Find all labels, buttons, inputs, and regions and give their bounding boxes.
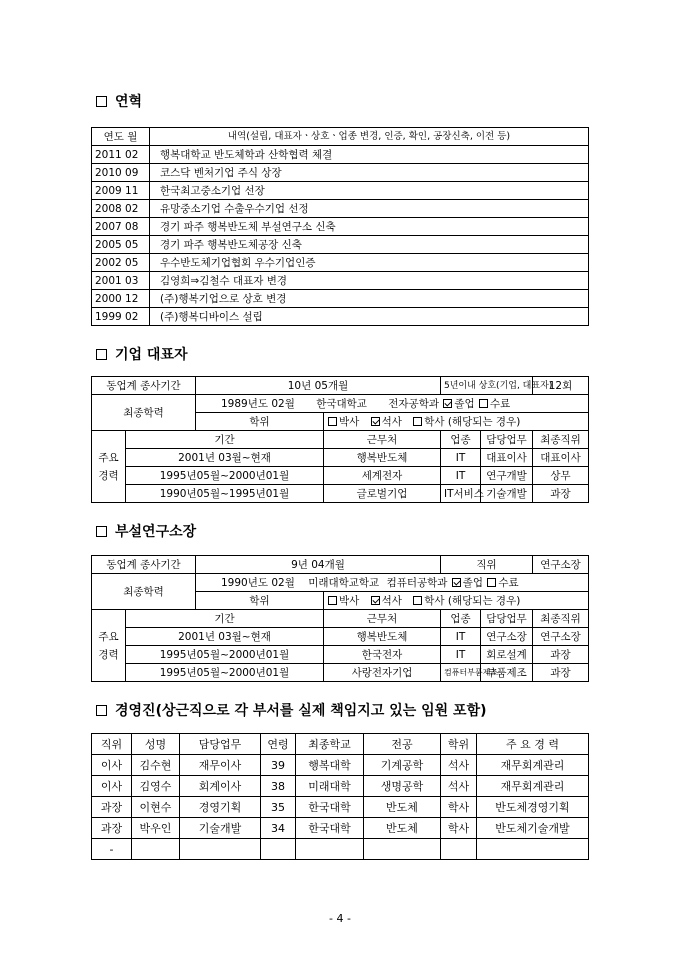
square-bullet-icon [96, 526, 107, 537]
history-date: 2010 09 [92, 164, 150, 182]
history-row [92, 164, 589, 182]
execs-cell: 38 [261, 776, 296, 797]
phd-checkbox[interactable] [328, 596, 337, 605]
history-header-cell: 내역(설립, 대표자ㆍ상호ㆍ업종 변경, 인증, 확인, 공장신축, 이전 등) [150, 128, 589, 146]
execs-header-cell: 직위 [92, 734, 132, 755]
history-date: 2009 11 [92, 182, 150, 200]
ceo-degree-label: 학위 [196, 413, 324, 431]
execs-cell: 39 [261, 755, 296, 776]
execs-cell: 과장 [92, 797, 132, 818]
execs-table-body [92, 734, 589, 860]
ceo-change-label: 5년이내 상호(기업, 대표자) [441, 377, 533, 395]
execs-table [91, 733, 589, 860]
lab-period-value: 9년 04개월 [196, 556, 441, 574]
execs-header-cell: 최종학교 [296, 734, 364, 755]
history-row [92, 146, 589, 164]
execs-header-cell: 학위 [441, 734, 477, 755]
execs-cell: 재무회계관리 [477, 755, 589, 776]
execs-cell: 반도체 [364, 818, 441, 839]
execs-cell: 한국대학 [296, 818, 364, 839]
phd-checkbox[interactable] [328, 417, 337, 426]
execs-cell: 박우인 [132, 818, 180, 839]
history-event: 우수반도체기업협회 우수기업인증 [150, 254, 589, 272]
history-table-body [92, 128, 589, 326]
history-section-title: 연혁 [96, 91, 142, 111]
execs-cell: 행복대학 [296, 755, 364, 776]
history-event: (주)행복기업으로 상호 변경 [150, 290, 589, 308]
lab-period-label: 동업계 종사기간 [92, 556, 196, 574]
execs-cell: - [92, 839, 132, 860]
execs-header-cell: 담당업무 [180, 734, 261, 755]
career-header-cell: 업종 [441, 610, 481, 628]
execs-cell: 김영수 [132, 776, 180, 797]
complete-checkbox[interactable] [479, 399, 488, 408]
history-date: 2007 08 [92, 218, 150, 236]
career-row: 2001년 03월~현재 행복반도체 IT 연구소장 연구소장 [92, 628, 589, 646]
lab-position-value: 연구소장 [533, 556, 589, 574]
execs-cell: 경영기획 [180, 797, 261, 818]
lab-edu-info: 1990년도 02월 미래대학교학교 컴퓨터공학과 졸업 수료 [196, 574, 589, 592]
execs-cell: 이현수 [132, 797, 180, 818]
career-header-cell: 기간 [126, 431, 324, 449]
execs-cell: 34 [261, 818, 296, 839]
page-number: - 4 - [329, 912, 351, 925]
history-event: 김영희⇒김철수 대표자 변경 [150, 272, 589, 290]
execs-cell: 기술개발 [180, 818, 261, 839]
ceo-change-value: 12회 [533, 377, 589, 395]
execs-cell: 생명공학 [364, 776, 441, 797]
lab-table [91, 555, 589, 682]
execs-header-row [92, 734, 589, 755]
execs-cell [261, 839, 296, 860]
history-row [92, 236, 589, 254]
execs-cell: 과장 [92, 818, 132, 839]
career-row: 1995년05월~2000년01월 사랑전자기업 컴퓨터부품제조 부품제조 과장 [92, 664, 589, 682]
career-header-cell: 근무처 [324, 610, 441, 628]
execs-header-cell: 전공 [364, 734, 441, 755]
history-date: 2002 05 [92, 254, 150, 272]
ceo-career-label: 주요 경력 [92, 431, 126, 503]
history-row [92, 254, 589, 272]
execs-cell [441, 839, 477, 860]
ceo-section-title: 기업 대표자 [96, 344, 188, 364]
ceo-table [91, 376, 589, 503]
grad-checkbox[interactable] [443, 399, 452, 408]
history-header-row [92, 128, 589, 146]
ceo-edu-label: 최종학력 [92, 395, 196, 431]
history-row [92, 218, 589, 236]
career-header-cell: 근무처 [324, 431, 441, 449]
history-table [91, 127, 589, 326]
execs-cell [364, 839, 441, 860]
square-bullet-icon [96, 96, 107, 107]
lab-career-label: 주요 경력 [92, 610, 126, 682]
lab-degree-options: 박사 석사 학사 (해당되는 경우) [324, 592, 589, 610]
ceo-edu-info: 1989년도 02월 한국대학교 전자공학과 졸업 수료 [196, 395, 589, 413]
execs-cell: 학사 [441, 797, 477, 818]
career-header-cell: 담당업무 [481, 431, 533, 449]
history-date: 2000 12 [92, 290, 150, 308]
execs-cell: 석사 [441, 776, 477, 797]
lab-section-title: 부설연구소장 [96, 521, 196, 541]
execs-cell: 35 [261, 797, 296, 818]
lab-edu-label: 최종학력 [92, 574, 196, 610]
execs-row [92, 818, 589, 839]
execs-cell [180, 839, 261, 860]
execs-cell: 학사 [441, 818, 477, 839]
history-row [92, 272, 589, 290]
history-date: 2005 05 [92, 236, 150, 254]
history-date: 2011 02 [92, 146, 150, 164]
career-row: 1995년05월~2000년01월 세계전자 IT 연구개발 상무 [92, 467, 589, 485]
history-event: 경기 파주 행복반도체공장 신축 [150, 236, 589, 254]
execs-header-cell: 연령 [261, 734, 296, 755]
execs-header-cell: 성명 [132, 734, 180, 755]
execs-cell [477, 839, 589, 860]
bs-checkbox[interactable] [413, 596, 422, 605]
history-event: 경기 파주 행복반도체 부설연구소 신축 [150, 218, 589, 236]
lab-degree-label: 학위 [196, 592, 324, 610]
execs-cell: 한국대학 [296, 797, 364, 818]
execs-cell [132, 839, 180, 860]
execs-row [92, 797, 589, 818]
history-date: 1999 02 [92, 308, 150, 326]
history-row [92, 182, 589, 200]
execs-cell: 미래대학 [296, 776, 364, 797]
career-row: 1990년05월~1995년01월 글로벌기업 IT서비스 기술개발 과장 [92, 485, 589, 503]
history-row [92, 290, 589, 308]
history-date: 2008 02 [92, 200, 150, 218]
bs-checkbox[interactable] [413, 417, 422, 426]
execs-section-title: 경영진(상근직으로 각 부서를 실제 책임지고 있는 임원 포함) [96, 700, 487, 720]
execs-cell: 이사 [92, 776, 132, 797]
history-event: 코스닥 벤처기업 주식 상장 [150, 164, 589, 182]
career-row: 1995년05월~2000년01월 한국전자 IT 회로설계 과장 [92, 646, 589, 664]
history-row [92, 200, 589, 218]
execs-cell: 재무이사 [180, 755, 261, 776]
history-row [92, 308, 589, 326]
career-header-cell: 최종직위 [533, 431, 589, 449]
ms-checkbox[interactable] [371, 596, 380, 605]
history-event: 행복대학교 반도체학과 산학협력 체결 [150, 146, 589, 164]
career-header-cell: 담당업무 [481, 610, 533, 628]
execs-cell [296, 839, 364, 860]
ceo-degree-options: 박사 석사 학사 (해당되는 경우) [324, 413, 589, 431]
ceo-period-value: 10년 05개월 [196, 377, 441, 395]
execs-cell: 김수현 [132, 755, 180, 776]
execs-cell: 반도체경영기획 [477, 797, 589, 818]
execs-row [92, 839, 589, 860]
execs-cell: 회계이사 [180, 776, 261, 797]
ceo-period-label: 동업계 종사기간 [92, 377, 196, 395]
execs-row [92, 776, 589, 797]
ms-checkbox[interactable] [371, 417, 380, 426]
lab-position-label: 직위 [441, 556, 533, 574]
career-header-cell: 최종직위 [533, 610, 589, 628]
career-header-cell: 기간 [126, 610, 324, 628]
history-event: 유망중소기업 수출우수기업 선정 [150, 200, 589, 218]
history-date: 2001 03 [92, 272, 150, 290]
execs-cell: 반도체 [364, 797, 441, 818]
execs-header-cell: 주 요 경 력 [477, 734, 589, 755]
execs-cell: 반도체기술개발 [477, 818, 589, 839]
career-header-cell: 업종 [441, 431, 481, 449]
execs-cell: 재무회계관리 [477, 776, 589, 797]
square-bullet-icon [96, 705, 107, 716]
career-row: 2001년 03월~현재 행복반도체 IT 대표이사 대표이사 [92, 449, 589, 467]
square-bullet-icon [96, 349, 107, 360]
execs-cell: 석사 [441, 755, 477, 776]
history-event: (주)행복디바이스 설립 [150, 308, 589, 326]
execs-row [92, 755, 589, 776]
execs-cell: 기계공학 [364, 755, 441, 776]
complete-checkbox[interactable] [487, 578, 496, 587]
history-header-cell: 연도 월 [92, 128, 150, 146]
grad-checkbox[interactable] [452, 578, 461, 587]
execs-cell: 이사 [92, 755, 132, 776]
history-event: 한국최고중소기업 선장 [150, 182, 589, 200]
